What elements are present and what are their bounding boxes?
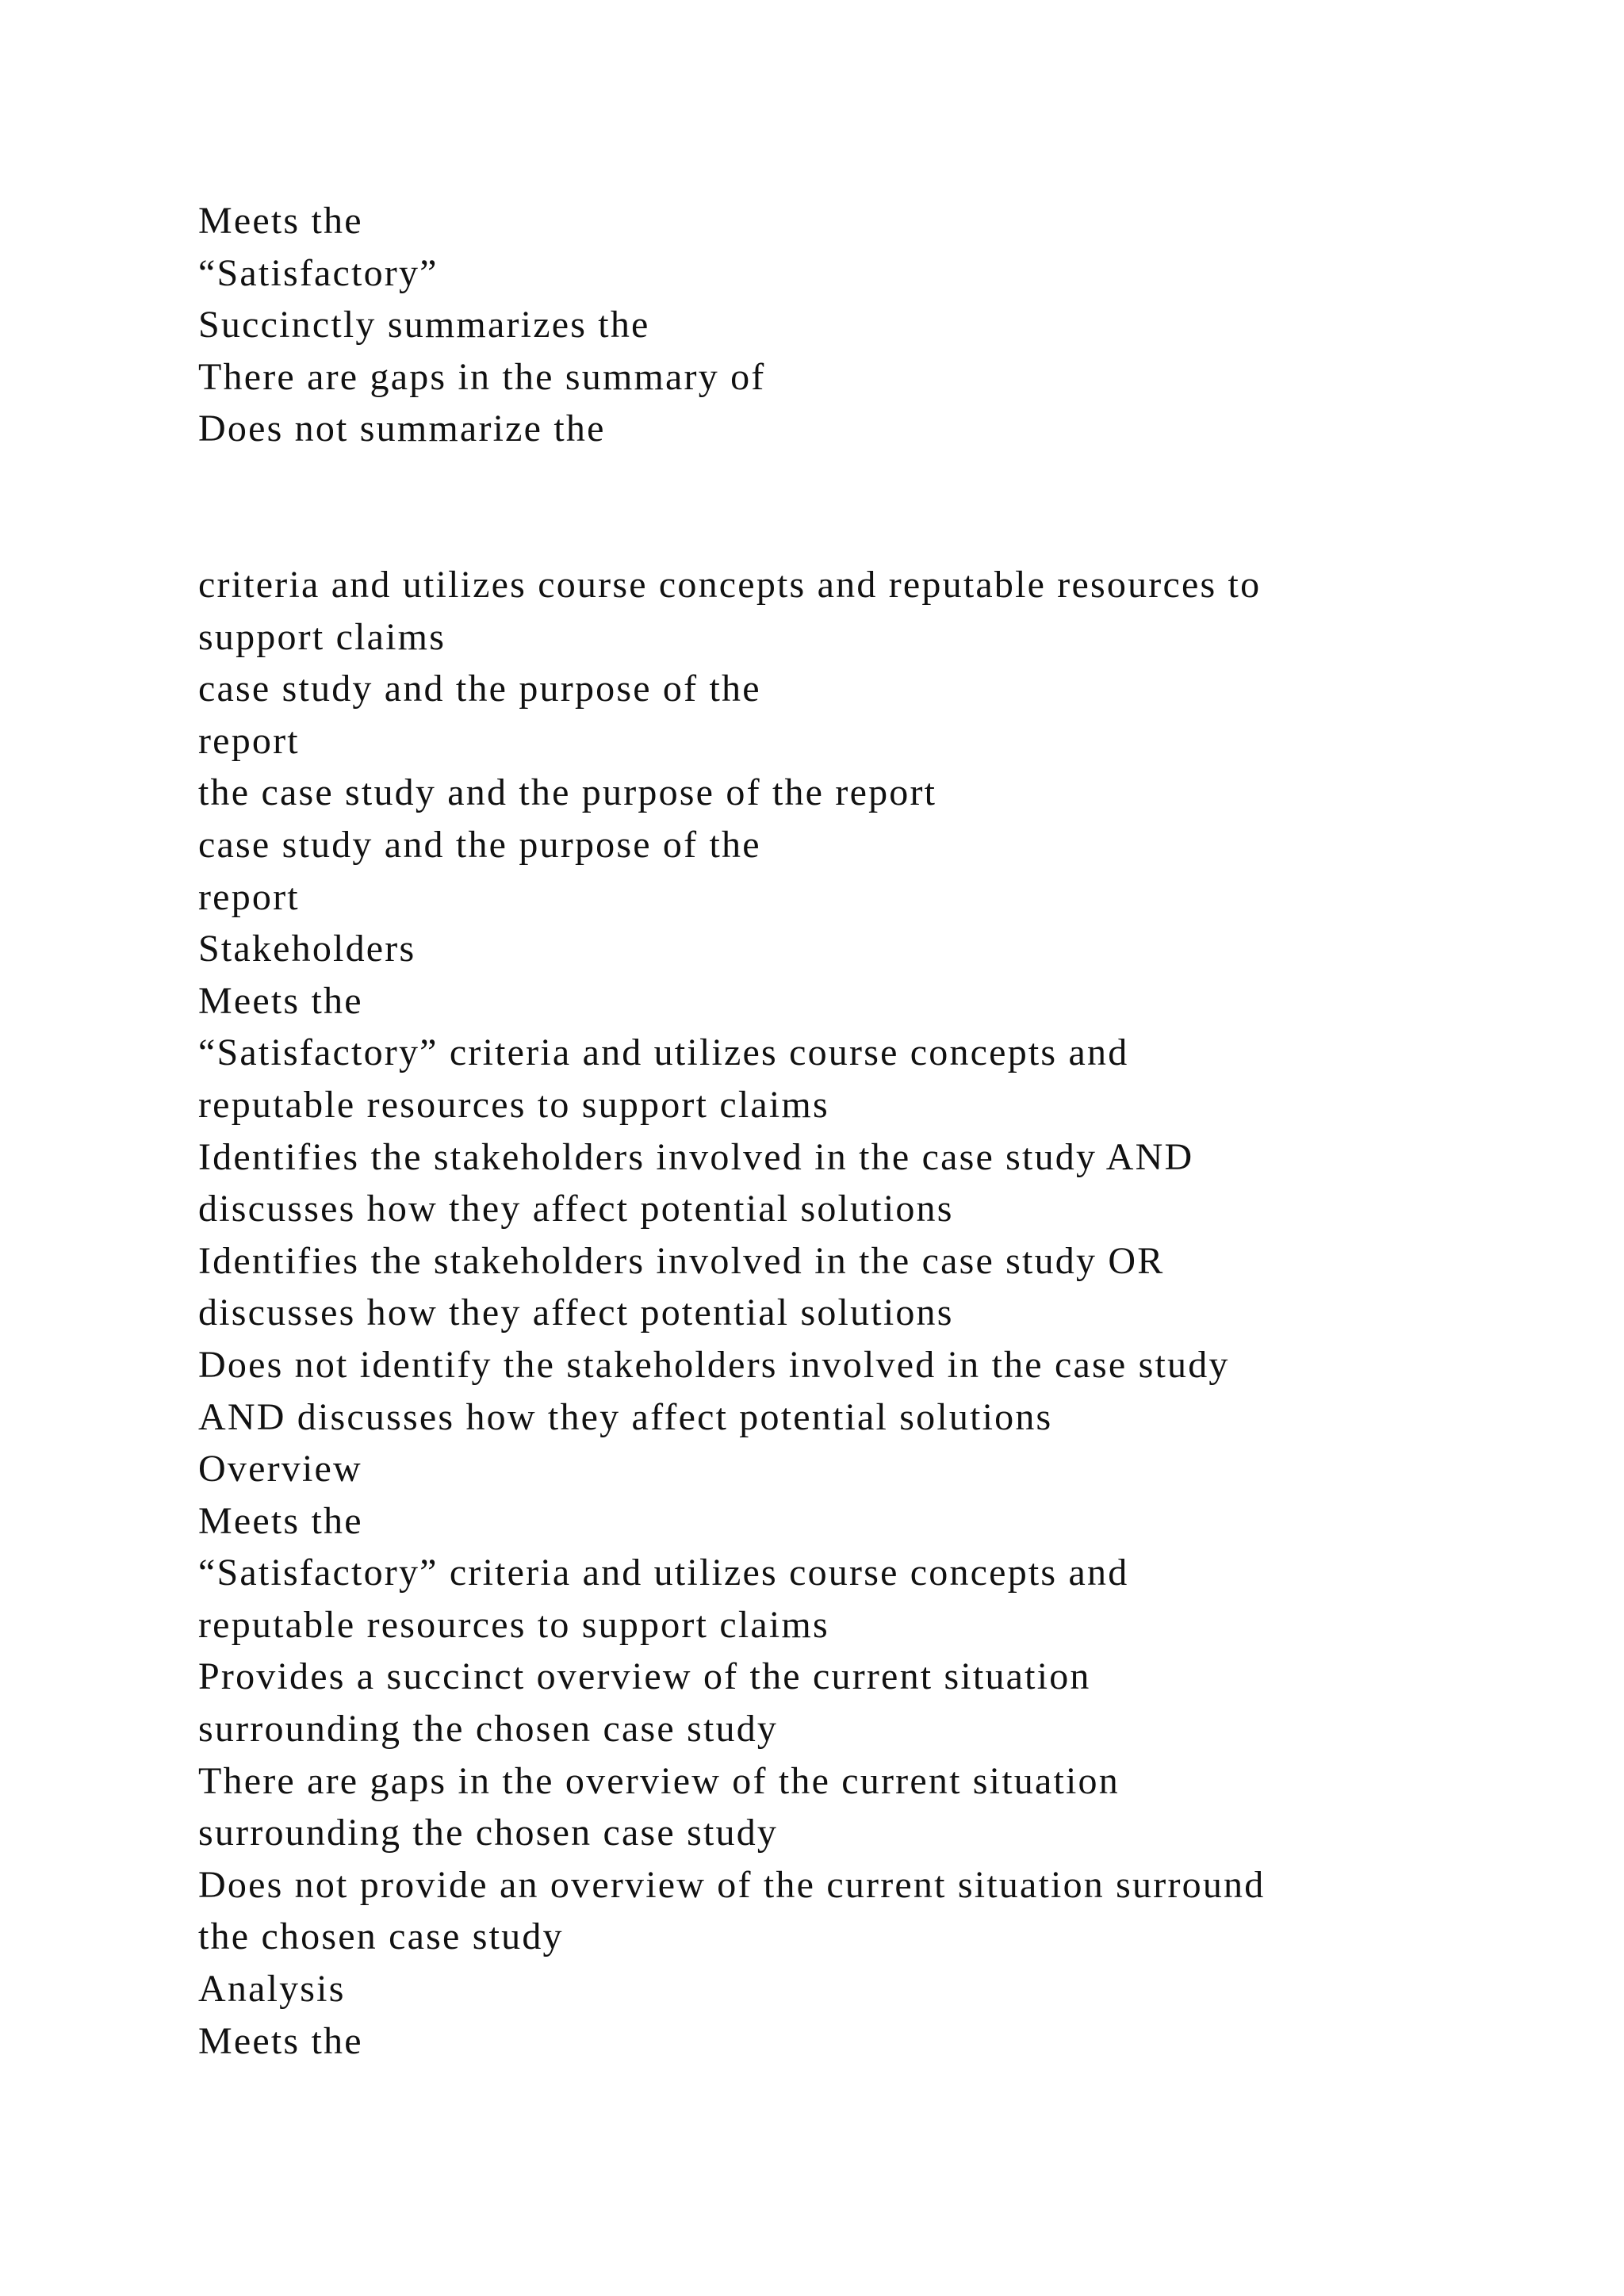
text-line: “Satisfactory” [198,251,439,294]
text-line: reputable resources to support claims [198,1083,829,1126]
text-line: AND discusses how they affect potential solutions [198,1395,1053,1438]
text-line: Succinctly summarizes the [198,304,650,346]
text-line: Identifies the stakeholders involved in the case study OR [198,1239,1165,1282]
text-line: surrounding the chosen case study [198,1708,779,1751]
text-line: Does not identify the stakeholders involved in the case study [198,1343,1230,1386]
main-text-block [198,559,1467,2067]
text-line: discusses how they affect potential solutions [198,1188,954,1230]
text-line: Provides a succinct overview of the current situation [198,1655,1091,1698]
text-line: case study and the purpose of the [198,823,761,866]
text-line: support claims [198,615,446,658]
text-line: criteria and utilizes course concepts and reputable resources to [198,564,1262,606]
text-line: the chosen case study [198,1915,564,1958]
text-line: Meets the [198,200,363,242]
section-heading-overview: Overview [198,1448,362,1490]
text-line: “Satisfactory” criteria and utilizes course concepts and [198,1552,1129,1594]
text-line: Meets the [198,1499,363,1542]
section-heading-stakeholders: Stakeholders [198,928,416,970]
text-line: Meets the [198,979,363,1022]
text-line: the case study and the purpose of the report [198,771,937,814]
text-line: report [198,719,300,762]
text-line: There are gaps in the overview of the current situation [198,1759,1120,1802]
text-line: “Satisfactory” criteria and utilizes course concepts and [198,1031,1129,1074]
text-line: discusses how they affect potential solutions [198,1292,954,1334]
text-line: case study and the purpose of the [198,668,761,710]
text-line: report [198,875,300,918]
text-line: Identifies the stakeholders involved in the case study AND [198,1135,1194,1178]
text-line: surrounding the chosen case study [198,1812,779,1854]
text-line: Meets the [198,2019,363,2062]
text-line: Does not provide an overview of the current situation surround [198,1863,1266,1906]
section-heading-analysis: Analysis [198,1968,346,2011]
text-line: Does not summarize the [198,408,606,450]
text-line: reputable resources to support claims [198,1603,829,1646]
text-line: There are gaps in the summary of [198,355,766,398]
top-text-block [198,195,1467,455]
